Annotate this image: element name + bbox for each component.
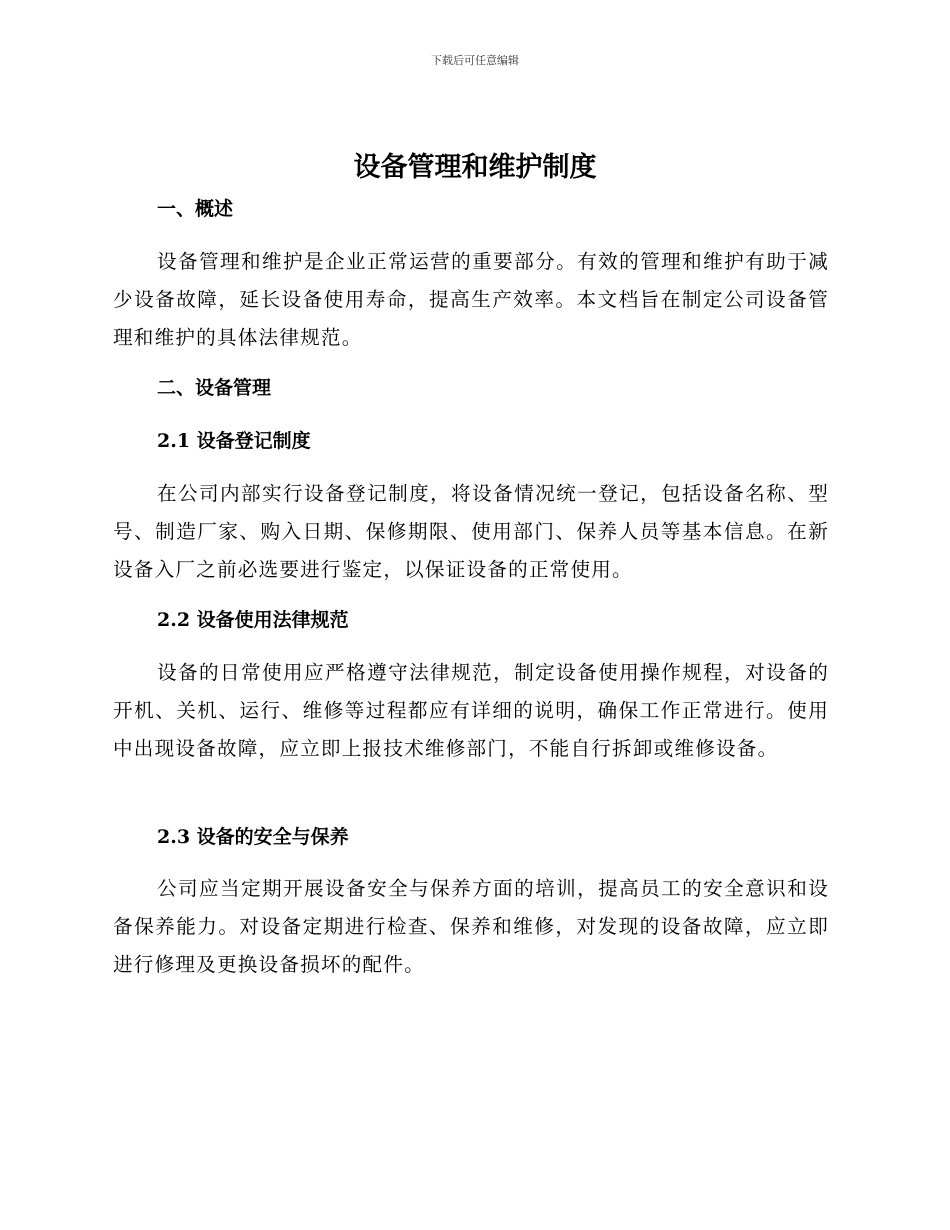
subsection-heading-usage-rules: 2.2 设备使用法律规范 [157,609,349,631]
paragraph-safety-maintenance: 公司应当定期开展设备安全与保养方面的培训，提高员工的安全意识和设备保养能力。对设备定期进行检查、保养和维修，对发现的设备故障，应立即进行修理及更换设备损坏的配件。 [113,877,829,976]
header-note: 下载后可任意编辑 [431,54,519,67]
paragraph-registration: 在公司内部实行设备登记制度，将设备情况统一登记，包括设备名称、型号、制造厂家、购入日期、保修期限、使用部门、保养人员等基本信息。在新设备入厂之前必选要进行鉴定，以保证设备的正常使用。 [113,482,829,581]
document-title: 设备管理和维护制度 [353,152,597,183]
subsection-heading-registration: 2.1 设备登记制度 [157,430,311,452]
paragraph-overview: 设备管理和维护是企业正常运营的重要部分。有效的管理和维护有助于减少设备故障，延长设备使用寿命，提高生产效率。本文档旨在制定公司设备管理和维护的具体法律规范。 [113,250,829,349]
section-heading-overview: 一、概述 [157,198,234,220]
section-heading-management: 二、设备管理 [157,377,272,399]
subsection-heading-safety-maintenance: 2.3 设备的安全与保养 [157,826,349,848]
paragraph-usage-rules: 设备的日常使用应严格遵守法律规范，制定设备使用操作规程，对设备的开机、关机、运行、维修等过程都应有详细的说明，确保工作正常进行。使用中出现设备故障，应立即上报技术维修部门，不能自行拆卸或维修设备。 [113,661,829,760]
